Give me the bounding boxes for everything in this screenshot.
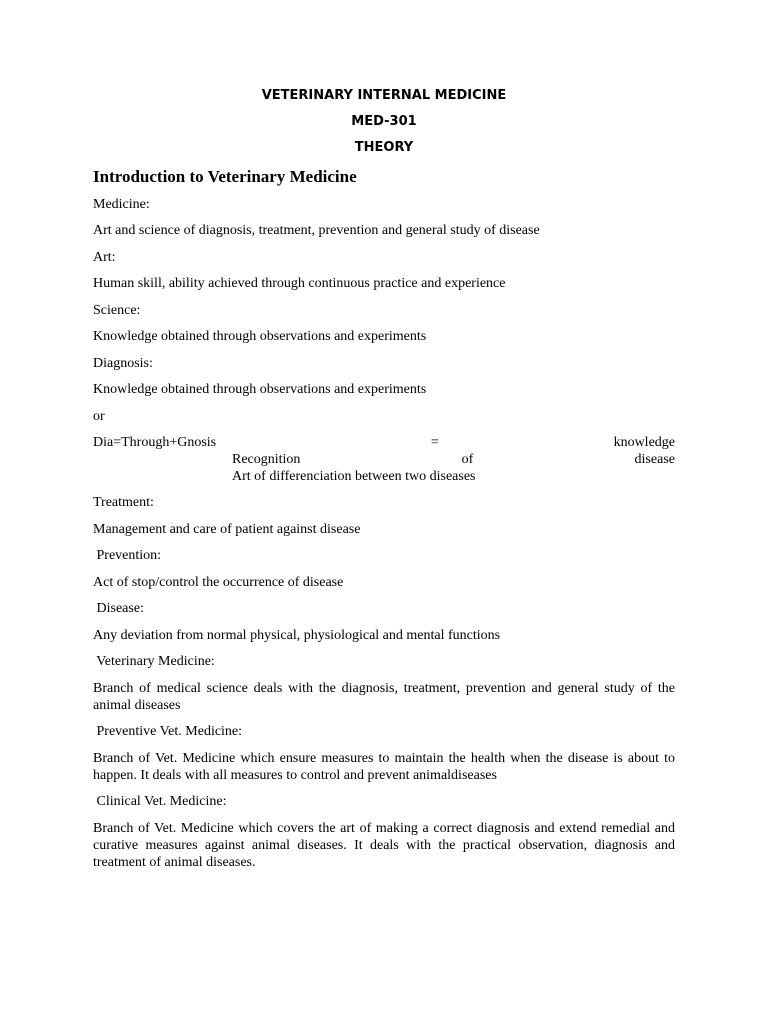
science-definition: Knowledge obtained through observations and experiments — [93, 329, 427, 344]
etymology-line-2 — [232, 451, 675, 468]
vetmed-definition: Branch of medical science deals with the diagnosis, treatment, prevention and general study of the animal diseases — [93, 681, 675, 713]
course-code: MED-301 — [351, 114, 417, 129]
disease-definition: Any deviation from normal physical, physiological and mental functions — [93, 628, 501, 643]
science-term: Science: — [93, 303, 141, 318]
etymology-right: knowledge — [613, 435, 675, 450]
etymology-left: Dia=Through+Gnosis — [93, 435, 217, 450]
treatment-definition: Management and care of patient against disease — [93, 522, 361, 537]
prevention-definition: Act of stop/control the occurrence of disease — [93, 575, 344, 590]
etymology-line-3: Art of differenciation between two diseases — [232, 469, 476, 484]
etymology-line — [93, 434, 675, 451]
diagnosis-term: Diagnosis: — [93, 356, 153, 371]
etymology-of: of — [461, 452, 474, 467]
preventive-term: Preventive Vet. Medicine: — [93, 724, 243, 739]
vetmed-term: Veterinary Medicine: — [93, 654, 215, 669]
or-connector: or — [93, 409, 105, 424]
diagnosis-definition: Knowledge obtained through observations and experiments — [93, 382, 427, 397]
preventive-definition: Branch of Vet. Medicine which ensure measures to maintain the health when the disease is about to happen. It deals with all measures to control and prevent animaldiseases — [93, 751, 675, 783]
clinical-term: Clinical Vet. Medicine: — [93, 794, 227, 809]
art-definition: Human skill, ability achieved through continuous practice and experience — [93, 276, 506, 291]
course-title: VETERINARY INTERNAL MEDICINE — [261, 88, 507, 103]
disease-term: Disease: — [93, 601, 144, 616]
etymology-disease: disease — [634, 452, 675, 467]
intro-heading: Introduction to Veterinary Medicine — [93, 167, 357, 186]
section-label: THEORY — [354, 140, 414, 155]
etymology-recognition: Recognition — [232, 452, 301, 467]
prevention-term: Prevention: — [93, 548, 162, 563]
treatment-term: Treatment: — [93, 495, 154, 510]
clinical-definition: Branch of Vet. Medicine which covers the art of making a correct diagnosis and extend remedial and curative measures against animal diseases. It deals with the practical observation, diagnosis and treatment of animal diseases. — [93, 821, 675, 870]
medicine-definition: Art and science of diagnosis, treatment, prevention and general study of disease — [93, 223, 540, 238]
art-term: Art: — [93, 250, 116, 265]
medicine-term: Medicine: — [93, 197, 150, 212]
etymology-equals: = — [430, 435, 439, 450]
